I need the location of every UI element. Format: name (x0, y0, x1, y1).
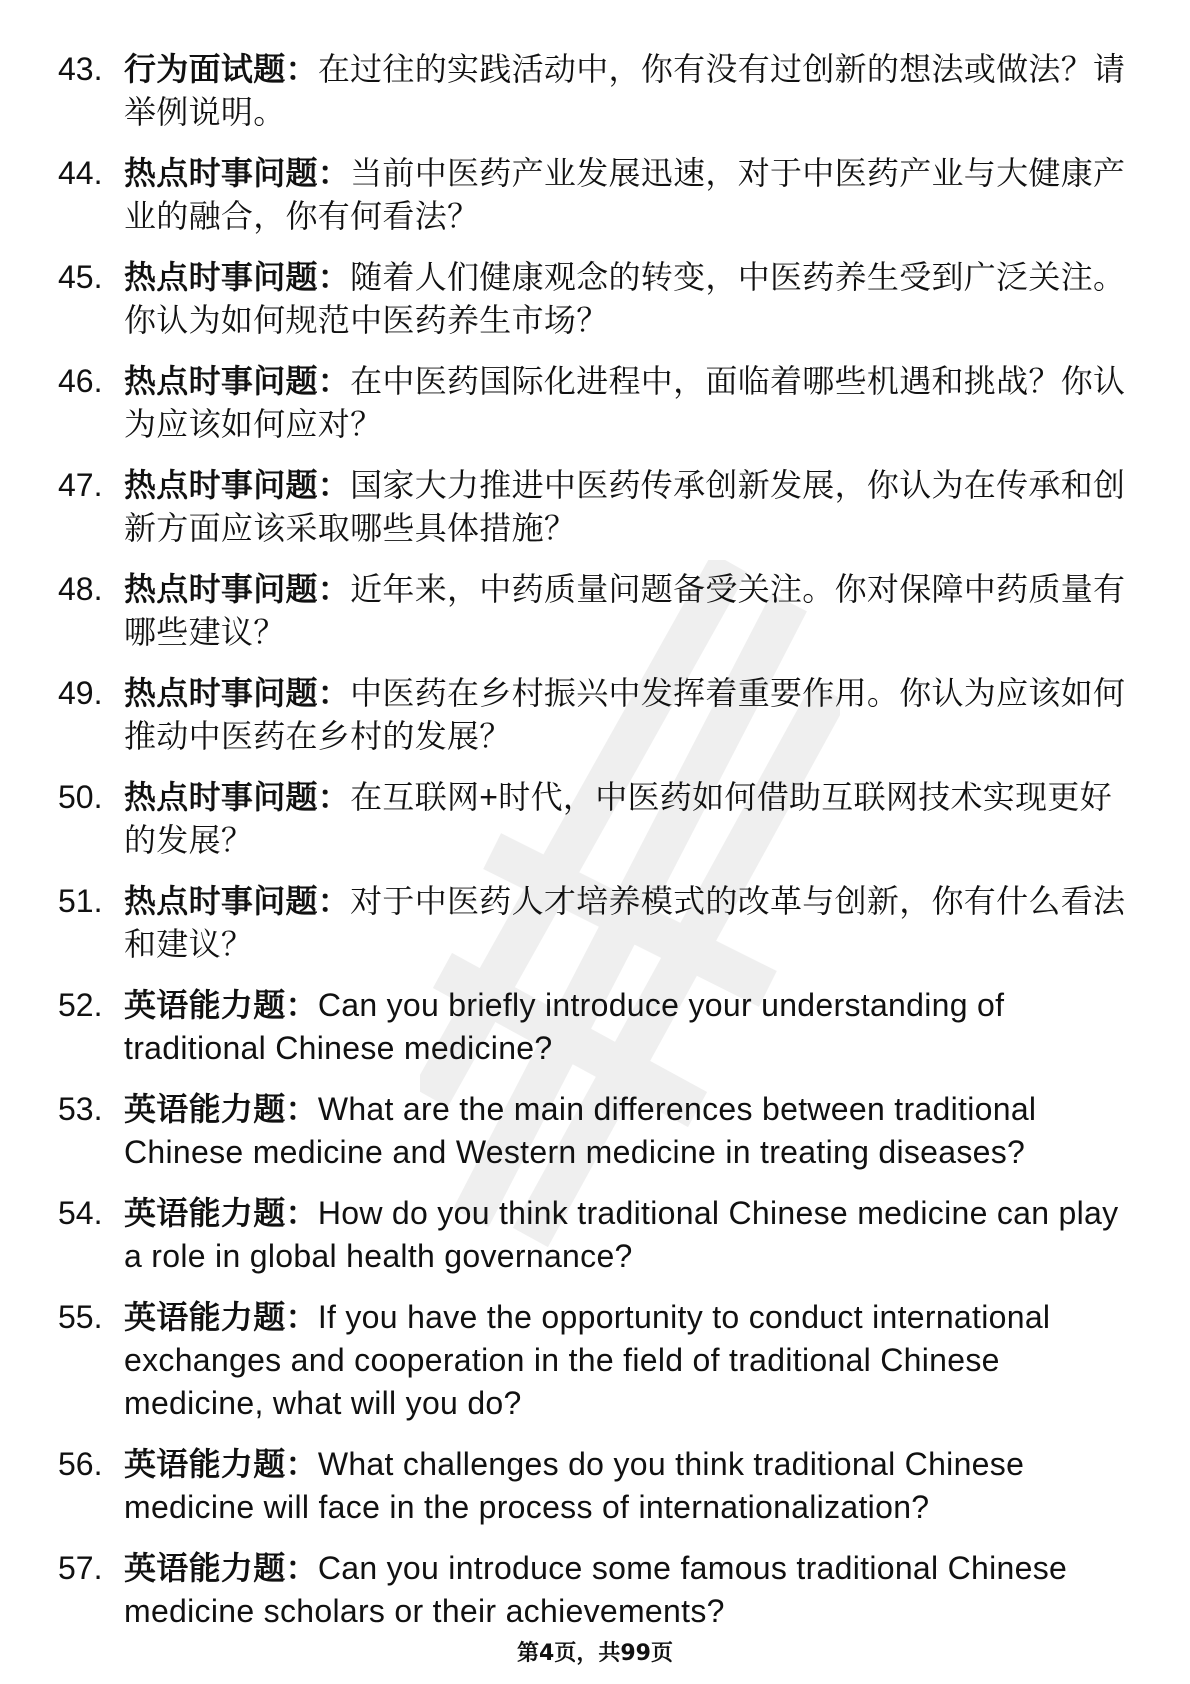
question-category: 英语能力题： (124, 1549, 318, 1587)
question-body (124, 568, 1138, 654)
question-body (124, 672, 1138, 758)
question-category: 热点时事问题： (124, 466, 351, 504)
question-body (124, 464, 1138, 550)
question-category: 英语能力题： (124, 986, 318, 1024)
question-text: 随着人们健康观念的转变，中医药养生受到广泛关注。你认为如何规范中医药养生市场？ (124, 259, 1126, 338)
question-number: 49. (58, 675, 103, 711)
question-item (58, 256, 1138, 342)
question-body (124, 880, 1138, 966)
question-number: 57. (58, 1550, 103, 1586)
question-body (124, 1296, 1138, 1425)
question-item (58, 48, 1138, 134)
question-item (58, 1547, 1138, 1633)
question-body (124, 1088, 1138, 1174)
question-number: 56. (58, 1446, 103, 1482)
question-category: 热点时事问题： (124, 154, 351, 192)
question-text: 在互联网+时代，中医药如何借助互联网技术实现更好的发展？ (124, 779, 1112, 858)
question-text: 中医药在乡村振兴中发挥着重要作用。你认为应该如何推动中医药在乡村的发展？ (124, 675, 1126, 754)
question-text: If you have the opportunity to conduct international exchanges and cooperation in the field of traditional Chinese medicine, what will you do? (124, 1299, 1051, 1421)
question-item (58, 1296, 1138, 1425)
question-body (124, 256, 1138, 342)
question-category: 英语能力题： (124, 1445, 318, 1483)
question-item (58, 360, 1138, 446)
question-item (58, 984, 1138, 1070)
question-text: 近年来，中药质量问题备受关注。你对保障中药质量有哪些建议？ (124, 571, 1126, 650)
question-item (58, 1443, 1138, 1529)
question-item (58, 464, 1138, 550)
question-category: 热点时事问题： (124, 362, 351, 400)
question-body (124, 1443, 1138, 1529)
question-text: Can you introduce some famous traditional Chinese medicine scholars or their achievements? (124, 1550, 1068, 1629)
question-text: 在中医药国际化进程中，面临着哪些机遇和挑战？你认为应该如何应对？ (124, 363, 1126, 442)
question-number: 47. (58, 467, 103, 503)
question-category: 热点时事问题： (124, 778, 351, 816)
question-text: Can you briefly introduce your understanding of traditional Chinese medicine? (124, 987, 1005, 1066)
question-number: 52. (58, 987, 103, 1023)
question-list (58, 48, 1138, 1651)
question-body (124, 776, 1138, 862)
question-text: 当前中医药产业发展迅速，对于中医药产业与大健康产业的融合，你有何看法？ (124, 155, 1126, 234)
question-number: 55. (58, 1299, 103, 1335)
question-text: How do you think traditional Chinese medicine can play a role in global health governance? (124, 1195, 1119, 1274)
question-body (124, 48, 1138, 134)
question-text: 对于中医药人才培养模式的改革与创新，你有什么看法和建议？ (124, 883, 1126, 962)
question-number: 45. (58, 259, 103, 295)
question-number: 48. (58, 571, 103, 607)
question-number: 51. (58, 883, 103, 919)
question-body (124, 152, 1138, 238)
question-category: 英语能力题： (124, 1194, 318, 1232)
question-body (124, 1547, 1138, 1633)
question-number: 50. (58, 779, 103, 815)
page-footer: 第4页，共99页 (517, 1641, 673, 1666)
question-category: 热点时事问题： (124, 258, 351, 296)
question-text: 国家大力推进中医药传承创新发展，你认为在传承和创新方面应该采取哪些具体措施？ (124, 467, 1126, 546)
question-category: 热点时事问题： (124, 882, 351, 920)
question-text: What challenges do you think traditional Chinese medicine will face in the process of internationalization? (124, 1446, 1025, 1525)
question-category: 热点时事问题： (124, 674, 351, 712)
question-body (124, 984, 1138, 1070)
question-item (58, 880, 1138, 966)
question-item (58, 1192, 1138, 1278)
question-category: 行为面试题： (124, 50, 318, 88)
question-item (58, 1088, 1138, 1174)
question-category: 热点时事问题： (124, 570, 351, 608)
question-number: 54. (58, 1195, 103, 1231)
question-text: 在过往的实践活动中，你有没有过创新的想法或做法？请举例说明。 (124, 51, 1126, 130)
question-item (58, 152, 1138, 238)
question-item (58, 672, 1138, 758)
question-number: 46. (58, 363, 103, 399)
question-category: 英语能力题： (124, 1090, 318, 1128)
question-number: 43. (58, 51, 103, 87)
question-body (124, 360, 1138, 446)
question-item (58, 776, 1138, 862)
question-number: 44. (58, 155, 103, 191)
question-text: What are the main differences between traditional Chinese medicine and Western medicine in treating diseases? (124, 1091, 1037, 1170)
question-number: 53. (58, 1091, 103, 1127)
question-category: 英语能力题： (124, 1298, 318, 1336)
question-item (58, 568, 1138, 654)
question-body (124, 1192, 1138, 1278)
